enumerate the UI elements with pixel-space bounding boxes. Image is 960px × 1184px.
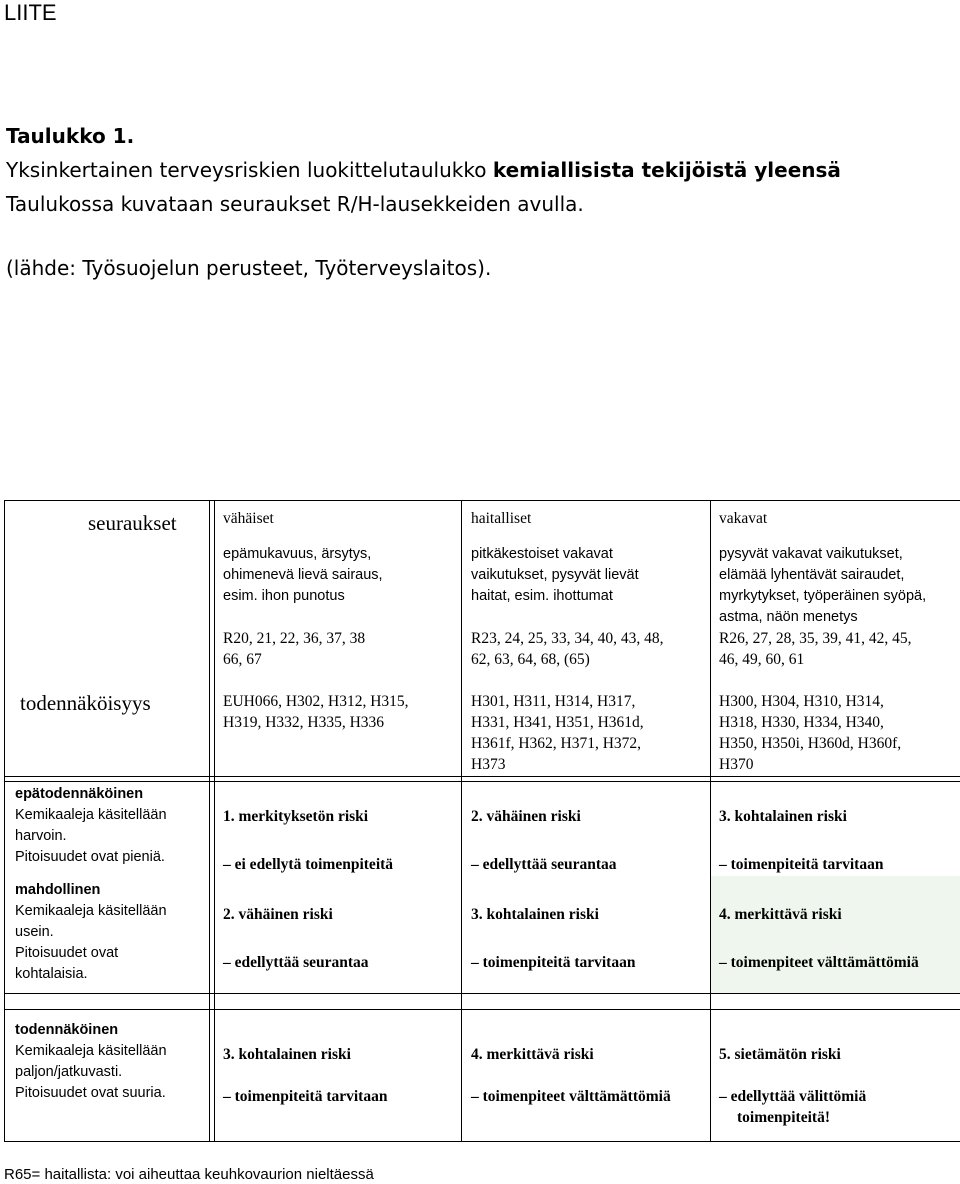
- consequences-label: seuraukset: [88, 511, 177, 535]
- risk-cell: 2. vähäinen riski – edellyttää seurantaa: [471, 808, 617, 873]
- footnote: R65= haitallista: voi aiheuttaa keuhkovaurion nieltäessä: [4, 1166, 374, 1183]
- row-unlikely-label: epätodennäköinen Kemikaaleja käsitellään harvoin. Pitoisuudet ovat pieniä.: [15, 786, 167, 865]
- column-minor: vähäiset epämukavuus, ärsytys, ohimenevä lievä sairaus, esim. ihon punotus R20, 21, 22, 36, 37, 38 66, 67 EUH066, H302, H312, H315, H319, H332, H335, H336: [223, 510, 409, 731]
- risk-cell: 3. kohtalainen riski – toimenpiteitä tarvitaan: [719, 808, 884, 873]
- row-possible-label: mahdollinen Kemikaaleja käsitellään usein. Pitoisuudet ovat kohtalaisia.: [15, 882, 167, 982]
- source-note: (lähde: Työsuojelun perusteet, Työterveyslaitos).: [6, 256, 492, 280]
- table-title: Taulukko 1.: [6, 124, 135, 148]
- row-likely-label: todennäköinen Kemikaaleja käsitellään paljon/jatkuvasti. Pitoisuudet ovat suuria.: [15, 1022, 167, 1101]
- risk-cell: 1. merkityksetön riski – ei edellytä toimenpiteitä: [223, 808, 394, 873]
- table-description: Yksinkertainen terveysriskien luokittelutaulukko kemiallisista tekijöistä yleensä: [6, 158, 841, 182]
- column-severe: vakavat pysyvät vakavat vaikutukset, elämää lyhentävät sairaudet, myrkytykset, työperäinen syöpä, astma, näön menetys R26, 27, 28, 35, 39, 41, 42, 45, 46, 49, 60, 61 H300, H304, H310, H314, H318, H330, H334, H340, H350, H350i, H360d, H360f, H370: [719, 510, 927, 773]
- risk-classification-table: [4, 500, 960, 1142]
- risk-cell: 3. kohtalainen riski – toimenpiteitä tarvitaan: [223, 1046, 388, 1105]
- risk-cell: 2. vähäinen riski – edellyttää seurantaa: [223, 906, 369, 971]
- appendix-label: LIITE: [4, 0, 57, 25]
- risk-cell: 4. merkittävä riski – toimenpiteet välttämättömiä: [719, 906, 919, 971]
- column-harmful: haitalliset pitkäkestoiset vakavat vaikutukset, pysyvät lievät haitat, esim. ihottumat R23, 24, 25, 33, 34, 40, 43, 48, 62, 63, 64, 68, (65) H301, H311, H314, H317, H331, H341, H351, H361d, H361f, H362, H371, H372, H373: [471, 510, 664, 773]
- risk-cell: 3. kohtalainen riski – toimenpiteitä tarvitaan: [471, 906, 636, 971]
- risk-cell: 4. merkittävä riski – toimenpiteet välttämättömiä: [471, 1046, 671, 1105]
- risk-cell: 5. sietämätön riski – edellyttää välittömiä toimenpiteitä!: [719, 1046, 867, 1126]
- probability-label: todennäköisyys: [20, 691, 151, 715]
- table-explanation: Taulukossa kuvataan seuraukset R/H-lausekkeiden avulla.: [6, 192, 584, 216]
